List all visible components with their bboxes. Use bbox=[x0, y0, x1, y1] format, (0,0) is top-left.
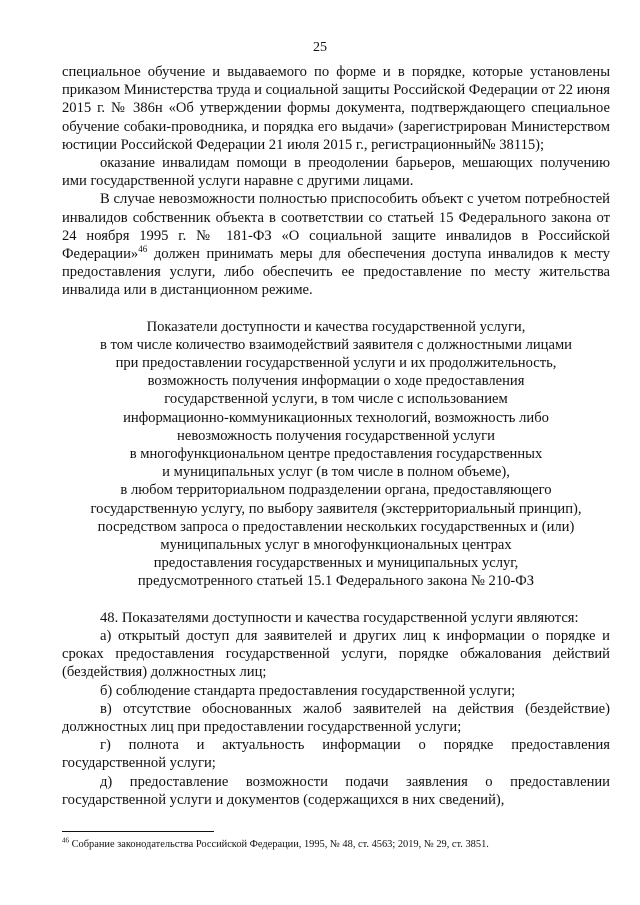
paragraph-continuation: специальное обучение и выдаваемого по форме и в порядке, которые установлены приказом Министерства труда и социальной защиты Российской Федерации от 22 июня 2015 г. № 386н «Об утверждении формы документа, подтверждающего специальное обучение собаки-проводника, и порядка его выдачи» (зарегистрирован Министерством юстиции Российской Федерации 21 июля 2015 г., регистрационный№ 38115); bbox=[62, 64, 610, 153]
section-heading bbox=[62, 318, 610, 591]
heading-line: государственной услуги, в том числе с использованием bbox=[164, 391, 508, 408]
section-48-item-v: в) отсутствие обоснованных жалоб заявителей на действия (бездействие) должностных лиц при предоставлении государственной услуги; bbox=[62, 700, 610, 735]
heading-line: Показатели доступности и качества государственной услуги, bbox=[146, 318, 526, 335]
heading-line: муниципальных услуг в многофункциональных центрах bbox=[160, 537, 512, 554]
heading-line: при предоставлении государственной услуги и их продолжительность, bbox=[115, 355, 557, 372]
heading-line: невозможность получения государственной услуги bbox=[177, 427, 495, 444]
section-48-intro: 48. Показателями доступности и качества государственной услуги являются: bbox=[100, 609, 579, 626]
heading-line: государственную услугу, по выбору заявителя (экстерриториальный принцип), bbox=[90, 500, 582, 517]
footnote bbox=[62, 838, 610, 851]
footnote-divider bbox=[62, 831, 214, 832]
law-text-before: В случае невозможности полностью приспособить объект с учетом потребностей инвалидов собственник объекта в соответствии со статьей 15 Федерального закона от 24 ноября 1995 г. № 181-ФЗ «О социальной защите инвалидов в Российской Федерации» bbox=[62, 191, 610, 263]
heading-line: и муниципальных услуг (в том числе в полном объеме), bbox=[162, 464, 510, 481]
law-text-after: должен принимать меры для обеспечения доступа инвалидов к месту предоставления услуги, либо обеспечить ее предоставление по месту жительства инвалида или в дистанционном режиме. bbox=[62, 246, 610, 299]
document-body bbox=[62, 63, 610, 809]
heading-line: предусмотренного статьей 15.1 Федерального закона № 210-ФЗ bbox=[137, 573, 535, 590]
heading-line: возможность получения информации о ходе предоставления bbox=[147, 373, 525, 390]
heading-line: предоставления государственных и муниципальных услуг, bbox=[153, 555, 519, 572]
heading-line: в том числе количество взаимодействий заявителя с должностными лицами bbox=[100, 336, 572, 353]
page-number: 25 bbox=[313, 40, 327, 55]
footnote-text: Собрание законодательства Российской Федерации, 1995, № 48, ст. 4563; 2019, № 29, ст. 3851. bbox=[69, 839, 489, 850]
section-48-item-d: д) предоставление возможности подачи заявления о предоставлении государственной услуги и документов (содержащихся в них сведений), bbox=[62, 773, 610, 808]
section-48-item-g: г) полнота и актуальность информации о порядке предоставления государственной услуги; bbox=[62, 737, 610, 772]
heading-line: посредством запроса о предоставлении нескольких государственных и (или) bbox=[97, 518, 575, 535]
footnote-reference[interactable]: 46 bbox=[138, 244, 148, 255]
paragraph-assistance: оказание инвалидам помощи в преодолении барьеров, мешающих получению ими государственной услуги наравне с другими лицами. bbox=[62, 155, 610, 190]
section-48-item-b: б) соблюдение стандарта предоставления государственной услуги; bbox=[100, 682, 516, 699]
section-48-item-a: а) открытый доступ для заявителей и других лиц к информации о порядке и сроках предоставления государственной услуги, порядке обжалования действий (бездействия) должностных лиц; bbox=[62, 627, 610, 681]
footnote-mark: 46 bbox=[62, 836, 69, 845]
paragraph-law-reference bbox=[62, 190, 610, 299]
heading-line: в любом территориальном подразделении органа, предоставляющего bbox=[120, 482, 552, 499]
heading-line: информационно-коммуникационных технологий, возможность либо bbox=[123, 409, 549, 426]
heading-line: в многофункциональном центре предоставления государственных bbox=[129, 446, 543, 463]
